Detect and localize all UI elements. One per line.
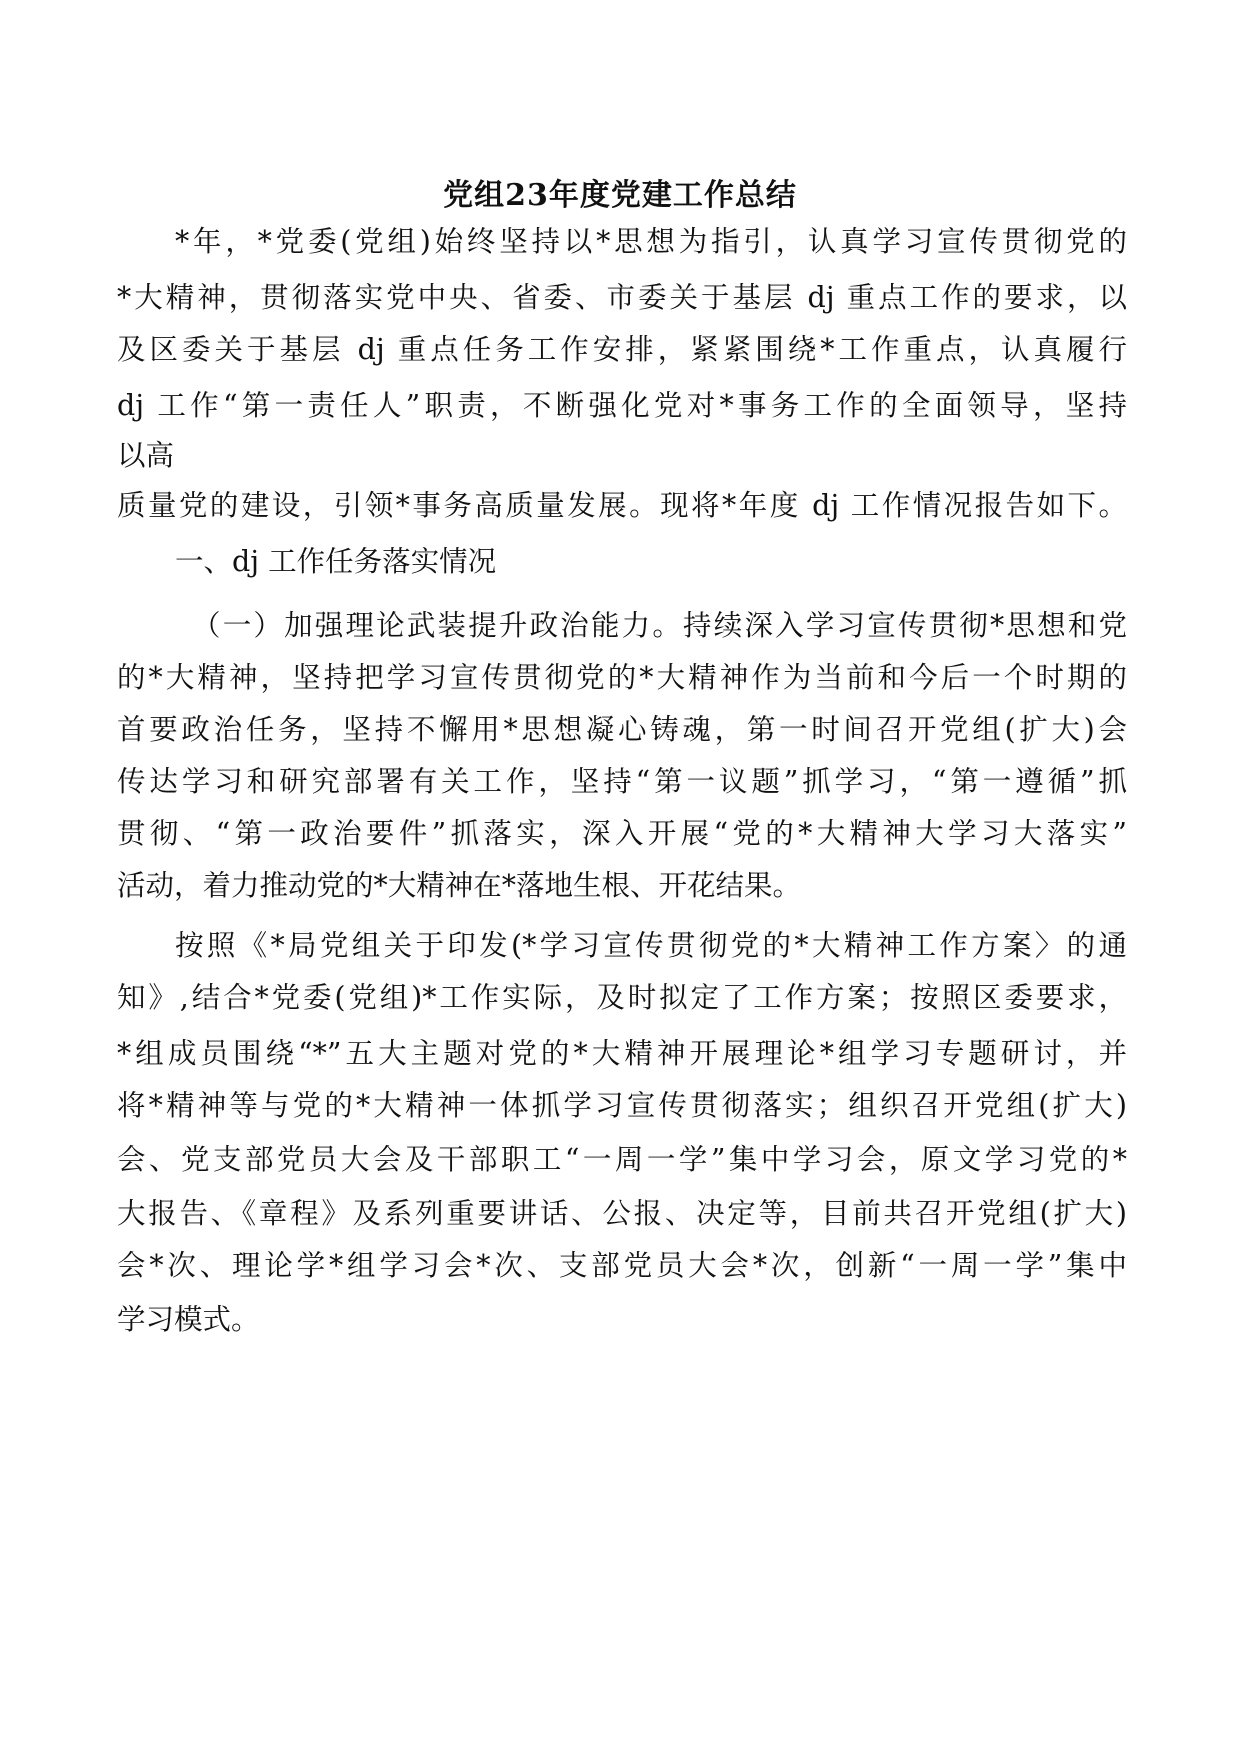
paragraph-line: 以高 bbox=[117, 439, 175, 472]
paragraph-line: *年，*党委(党组)始终坚持以*思想为指引，认真学习宣传贯彻党的 bbox=[175, 225, 1127, 258]
paragraph-line: 学习模式。 bbox=[117, 1303, 260, 1336]
paragraph-line: 的*大精神，坚持把学习宣传贯彻党的*大精神作为当前和今后一个时期的 bbox=[117, 661, 1127, 694]
paragraph-line: 传达学习和研究部署有关工作，坚持“第一议题”抓学习，“第一遵循”抓 bbox=[117, 765, 1127, 798]
paragraph-line: *大精神，贯彻落实党中央、省委、市委关于基层 dj 重点工作的要求，以 bbox=[117, 281, 1127, 314]
paragraph-line: 会*次、理论学*组学习会*次、支部党员大会*次，创新“一周一学”集中 bbox=[117, 1249, 1127, 1282]
paragraph-line: 贯彻、“第一政治要件”抓落实，深入开展“党的*大精神大学习大落实” bbox=[117, 817, 1127, 850]
paragraph-line: 大报告、《章程》及系列重要讲话、公报、决定等，目前共召开党组(扩大) bbox=[117, 1197, 1127, 1230]
paragraph-line: 知》,结合*党委(党组)*工作实际，及时拟定了工作方案；按照区委要求， bbox=[117, 981, 1127, 1014]
section-heading: 一、dj 工作任务落实情况 bbox=[175, 545, 497, 578]
paragraph-line: *组成员围绕“*”五大主题对党的*大精神开展理论*组学习专题研讨，并 bbox=[117, 1037, 1127, 1070]
paragraph-line: dj 工作“第一责任人”职责，不断强化党对*事务工作的全面领导，坚持 bbox=[117, 389, 1127, 422]
paragraph-line: 将*精神等与党的*大精神一体抓学习宣传贯彻落实；组织召开党组(扩大) bbox=[117, 1089, 1127, 1122]
paragraph-line: 及区委关于基层 dj 重点任务工作安排，紧紧围绕*工作重点，认真履行 bbox=[117, 333, 1127, 366]
paragraph-line: 会、党支部党员大会及干部职工“一周一学”集中学习会，原文学习党的* bbox=[117, 1143, 1127, 1176]
paragraph-line: 按照《*局党组关于印发(*学习宣传贯彻党的*大精神工作方案〉的通 bbox=[175, 929, 1127, 962]
paragraph-line: （一）加强理论武装提升政治能力。持续深入学习宣传贯彻*思想和党 bbox=[192, 609, 1127, 642]
paragraph-line: 首要政治任务，坚持不懈用*思想凝心铸魂，第一时间召开党组(扩大)会 bbox=[117, 713, 1127, 746]
document-title: 党组23年度党建工作总结 bbox=[443, 178, 797, 213]
paragraph-line: 活动，着力推动党的*大精神在*落地生根、开花结果。 bbox=[117, 869, 802, 902]
paragraph-line: 质量党的建设，引领*事务高质量发展。现将*年度 dj 工作情况报告如下。 bbox=[117, 489, 1127, 522]
